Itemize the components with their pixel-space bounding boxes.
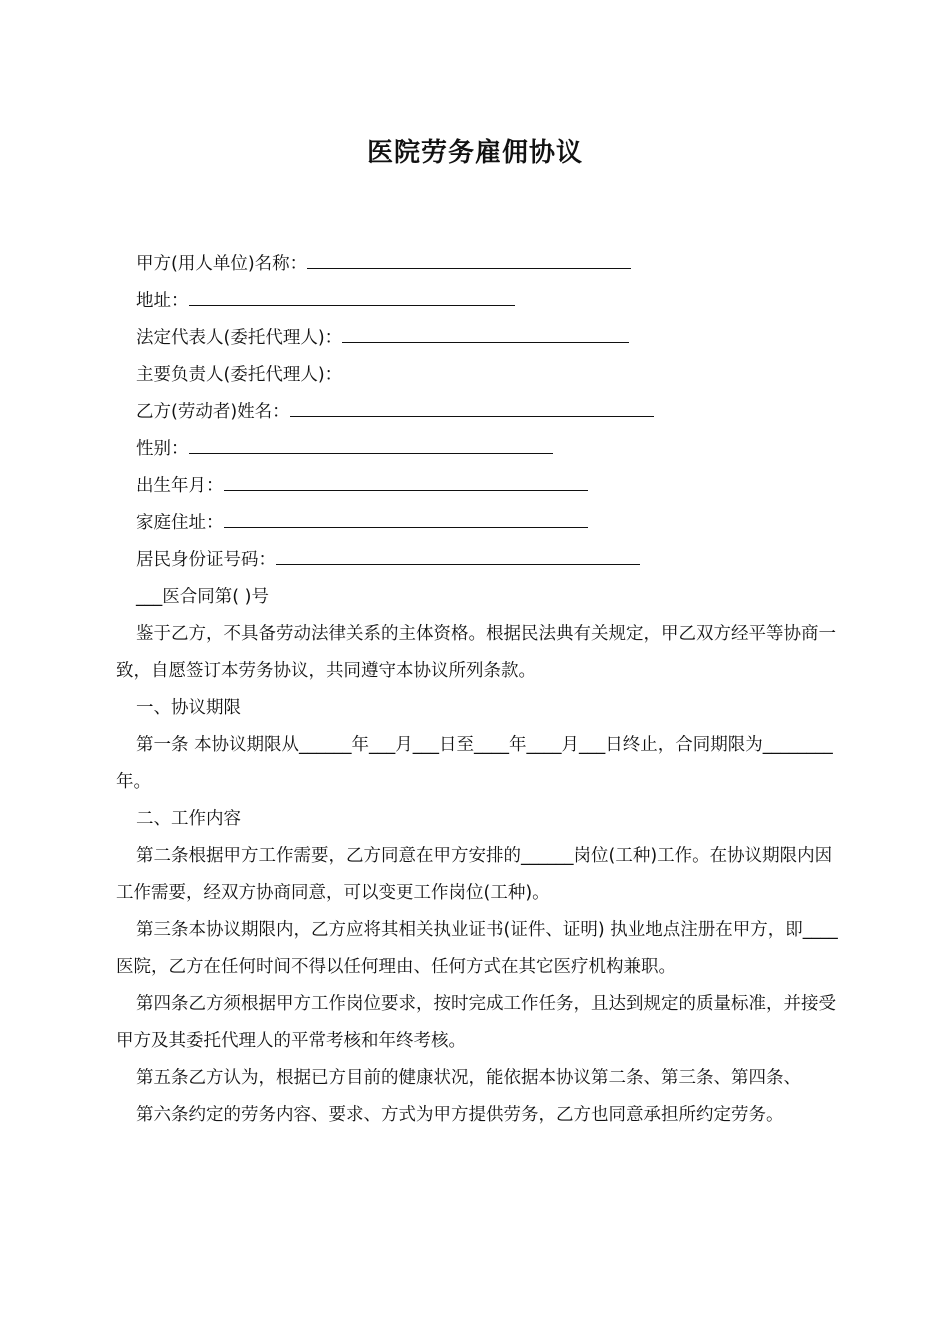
contract-number: ___医合同第( )号 [136, 587, 269, 607]
blank-line[interactable] [276, 546, 640, 565]
article-1: 第一条 本协议期限从______年___月___日至____年____月___日终止，合同期限为________年。 [116, 735, 833, 792]
field-label: 甲方(用人单位)名称： [136, 254, 308, 274]
blank-line[interactable] [189, 435, 553, 454]
document-body [116, 246, 846, 1134]
field-label: 乙方(劳动者)姓名： [136, 402, 290, 422]
field-legal-rep [116, 320, 846, 357]
article-5: 第五条乙方认为，根据已方目前的健康状况，能依据本协议第二条、第三条、第四条、 [136, 1068, 801, 1088]
field-gender [116, 431, 846, 468]
intro-paragraph: 鉴于乙方，不具备劳动法律关系的主体资格。根据民法典有关规定，甲乙双方经平等协商一致，自愿签订本劳务协议，共同遵守本协议所列条款。 [116, 624, 836, 681]
page-title: 医院劳务雇佣协议 [366, 138, 583, 168]
field-label: 家庭住址： [136, 513, 224, 533]
section-heading-term: 一、协议期限 [136, 698, 241, 718]
field-principal [116, 357, 846, 394]
blank-line[interactable] [342, 324, 629, 343]
blank-line[interactable] [224, 509, 588, 528]
article-6: 第六条约定的劳务内容、要求、方式为甲方提供劳务，乙方也同意承担所约定劳务。 [136, 1105, 784, 1125]
article-3: 第三条本协议期限内，乙方应将其相关执业证书(证件、证明) 执业地点注册在甲方，即____医院，乙方在任何时间不得以任何理由、任何方式在其它医疗机构兼职。 [116, 920, 838, 977]
field-home-address [116, 505, 846, 542]
field-id-number [116, 542, 846, 579]
field-label: 主要负责人(委托代理人)： [136, 365, 343, 385]
blank-line[interactable] [224, 472, 588, 491]
blank-line[interactable] [290, 398, 654, 417]
field-label: 出生年月： [136, 476, 224, 496]
field-label: 居民身份证号码： [136, 550, 276, 570]
section-heading-work: 二、工作内容 [136, 809, 241, 829]
field-party-a-name [116, 246, 846, 283]
blank-line[interactable] [189, 287, 515, 306]
article-2: 第二条根据甲方工作需要，乙方同意在甲方安排的______岗位(工种)工作。在协议期限内因工作需要，经双方协商同意，可以变更工作岗位(工种)。 [116, 846, 833, 903]
field-address [116, 283, 846, 320]
field-birth [116, 468, 846, 505]
field-label: 性别： [136, 439, 189, 459]
field-party-b-name [116, 394, 846, 431]
article-4: 第四条乙方须根据甲方工作岗位要求，按时完成工作任务，且达到规定的质量标准，并接受甲方及其委托代理人的平常考核和年终考核。 [116, 994, 836, 1051]
field-label: 法定代表人(委托代理人)： [136, 328, 343, 348]
field-label: 地址： [136, 291, 189, 311]
blank-line[interactable] [307, 250, 631, 269]
